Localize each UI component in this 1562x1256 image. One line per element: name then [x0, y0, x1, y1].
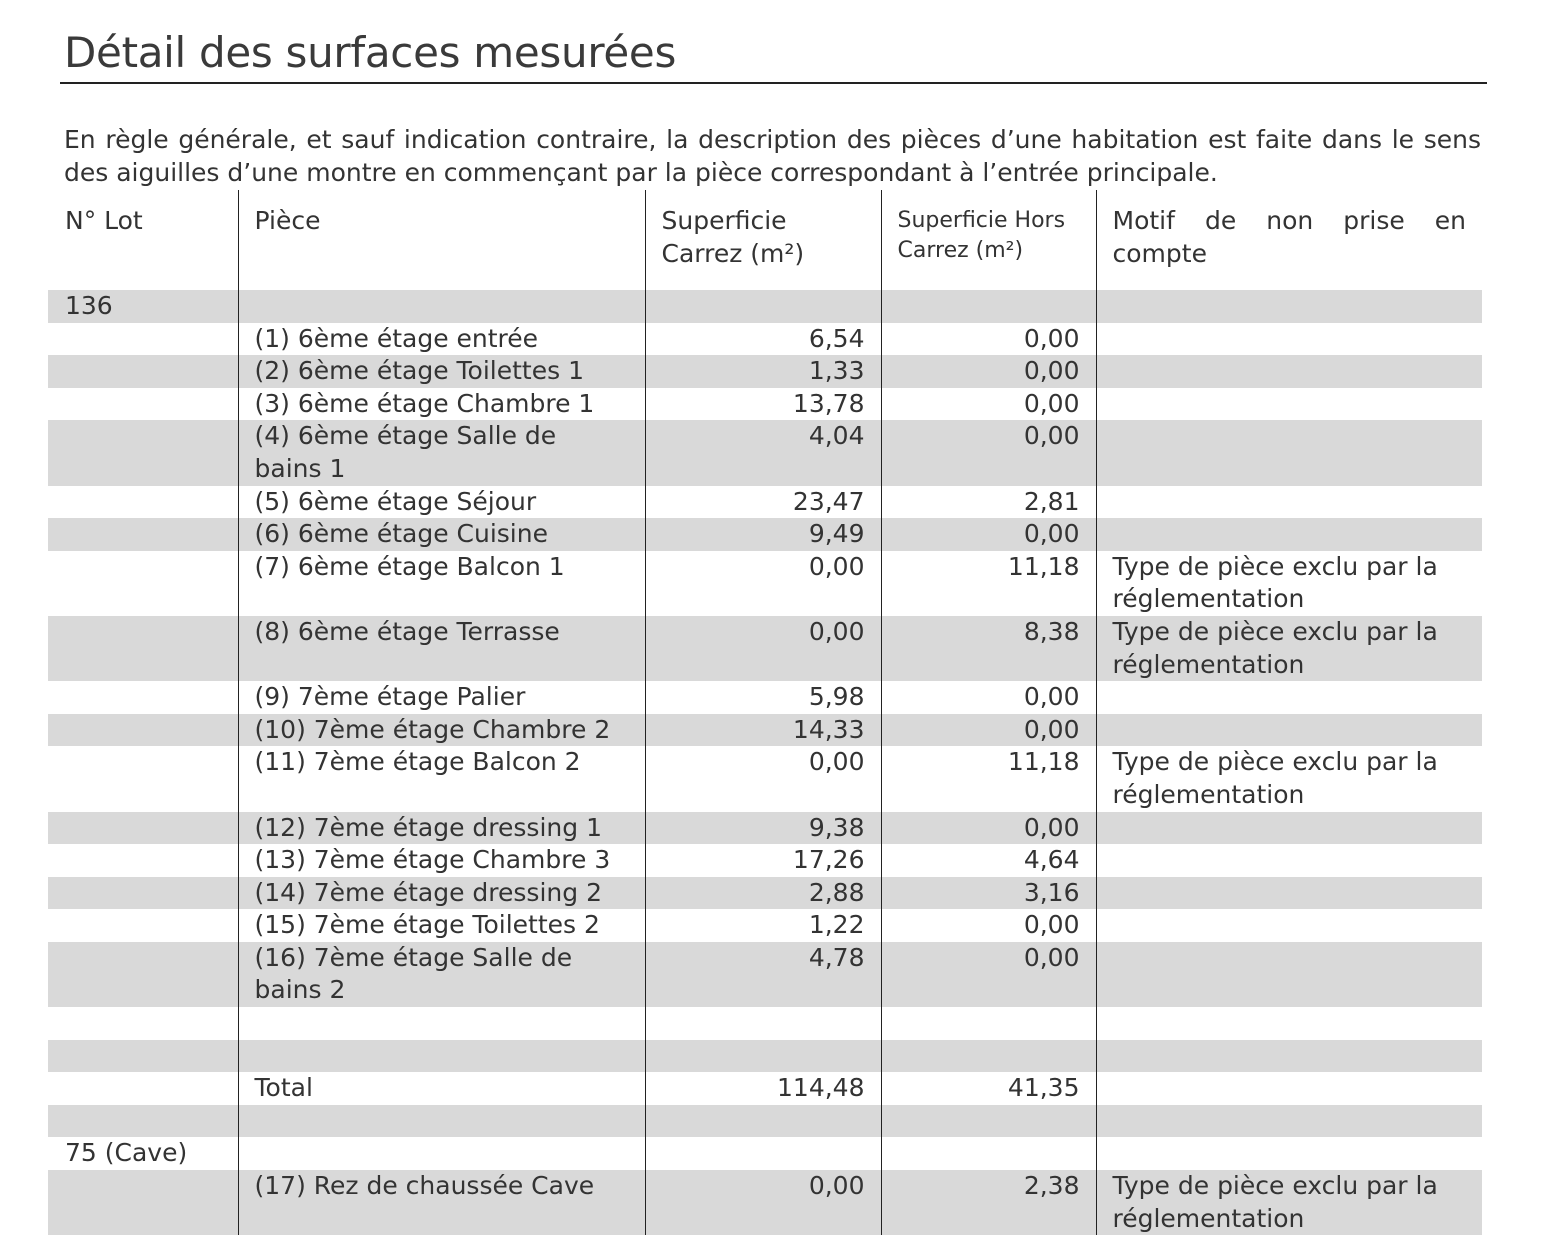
lot-cell	[48, 909, 238, 942]
piece-cell: Total	[238, 1072, 645, 1105]
motif-cell	[1096, 1105, 1482, 1138]
table-header-row	[48, 190, 1482, 290]
motif-cell	[1096, 909, 1482, 942]
header-carrez: Superficie Carrez (m²)	[645, 190, 881, 290]
table-row	[48, 323, 1482, 356]
carrez-cell: 0,00	[645, 1170, 881, 1235]
hors-carrez-cell: 2,81	[881, 486, 1096, 519]
piece-cell	[238, 290, 645, 323]
table-row	[48, 844, 1482, 877]
motif-cell	[1096, 486, 1482, 519]
table-row	[48, 486, 1482, 519]
lot-cell	[48, 681, 238, 714]
motif-cell	[1096, 518, 1482, 551]
motif-cell	[1096, 812, 1482, 845]
table-row	[48, 616, 1482, 681]
lot-cell	[48, 551, 238, 616]
hors-carrez-cell	[881, 1105, 1096, 1138]
motif-cell	[1096, 942, 1482, 1007]
header-piece: Pièce	[238, 190, 645, 290]
carrez-cell: 4,78	[645, 942, 881, 1007]
piece-cell: (7) 6ème étage Balcon 1	[238, 551, 645, 616]
carrez-cell: 1,33	[645, 355, 881, 388]
page-title: Détail des surfaces mesurées	[64, 28, 677, 77]
motif-cell: Type de pièce exclu par la réglementation	[1096, 616, 1482, 681]
table-row	[48, 877, 1482, 910]
carrez-cell: 23,47	[645, 486, 881, 519]
table-row	[48, 746, 1482, 811]
table-row	[48, 1170, 1482, 1235]
motif-cell	[1096, 323, 1482, 356]
lot-cell	[48, 1105, 238, 1138]
piece-cell: (5) 6ème étage Séjour	[238, 486, 645, 519]
hors-carrez-cell: 0,00	[881, 942, 1096, 1007]
lot-cell: 136	[48, 290, 238, 323]
piece-cell: (10) 7ème étage Chambre 2	[238, 714, 645, 747]
lot-cell	[48, 1040, 238, 1073]
motif-cell: Type de pièce exclu par la réglementation	[1096, 746, 1482, 811]
table-row	[48, 420, 1482, 485]
motif-cell	[1096, 388, 1482, 421]
lot-cell	[48, 616, 238, 681]
hors-carrez-cell	[881, 1040, 1096, 1073]
carrez-cell: 114,48	[645, 1072, 881, 1105]
piece-cell: (17) Rez de chaussée Cave	[238, 1170, 645, 1235]
lot-cell	[48, 323, 238, 356]
piece-cell: (16) 7ème étage Salle de bains 2	[238, 942, 645, 1007]
table-body	[48, 290, 1482, 1235]
title-divider	[60, 82, 1487, 84]
motif-cell	[1096, 681, 1482, 714]
hors-carrez-cell: 0,00	[881, 323, 1096, 356]
total-row	[48, 1072, 1482, 1105]
carrez-cell: 2,88	[645, 877, 881, 910]
lot-cell	[48, 1072, 238, 1105]
piece-cell: (1) 6ème étage entrée	[238, 323, 645, 356]
lot-cell	[48, 1170, 238, 1235]
spacer-row	[48, 1007, 1482, 1040]
piece-cell: (11) 7ème étage Balcon 2	[238, 746, 645, 811]
lot-cell	[48, 877, 238, 910]
lot-cell	[48, 844, 238, 877]
carrez-cell	[645, 290, 881, 323]
hors-carrez-cell: 0,00	[881, 714, 1096, 747]
surfaces-table	[48, 190, 1482, 1235]
carrez-cell: 4,04	[645, 420, 881, 485]
carrez-cell	[645, 1105, 881, 1138]
hors-carrez-cell: 0,00	[881, 355, 1096, 388]
hors-carrez-cell: 0,00	[881, 812, 1096, 845]
carrez-cell: 9,49	[645, 518, 881, 551]
hors-carrez-cell: 2,38	[881, 1170, 1096, 1235]
carrez-cell: 14,33	[645, 714, 881, 747]
carrez-cell: 0,00	[645, 616, 881, 681]
motif-cell	[1096, 844, 1482, 877]
lot-cell	[48, 518, 238, 551]
lot-cell	[48, 746, 238, 811]
hors-carrez-cell: 0,00	[881, 388, 1096, 421]
piece-cell: (14) 7ème étage dressing 2	[238, 877, 645, 910]
piece-cell: (8) 6ème étage Terrasse	[238, 616, 645, 681]
table-row	[48, 714, 1482, 747]
header-lot: N° Lot	[65, 206, 143, 235]
hors-carrez-cell: 11,18	[881, 746, 1096, 811]
piece-cell: (13) 7ème étage Chambre 3	[238, 844, 645, 877]
carrez-cell: 0,00	[645, 746, 881, 811]
lot-cell	[48, 355, 238, 388]
motif-cell: Type de pièce exclu par la réglementation	[1096, 551, 1482, 616]
lot-cell	[48, 1007, 238, 1040]
hors-carrez-cell: 11,18	[881, 551, 1096, 616]
table-row	[48, 551, 1482, 616]
lot-cell: 75 (Cave)	[65, 1138, 188, 1168]
motif-cell	[1096, 420, 1482, 485]
carrez-cell: 9,38	[645, 812, 881, 845]
carrez-cell: 1,22	[645, 909, 881, 942]
lot-cell	[48, 486, 238, 519]
table-row	[48, 812, 1482, 845]
piece-cell	[238, 1040, 645, 1073]
motif-cell	[1096, 714, 1482, 747]
motif-cell	[1096, 355, 1482, 388]
hors-carrez-cell	[881, 1137, 1096, 1170]
spacer-row	[48, 1105, 1482, 1138]
piece-cell	[238, 1105, 645, 1138]
hors-carrez-cell: 8,38	[881, 616, 1096, 681]
motif-cell	[1096, 290, 1482, 323]
hors-carrez-cell: 0,00	[881, 518, 1096, 551]
motif-cell	[1096, 877, 1482, 910]
piece-cell: (2) 6ème étage Toilettes 1	[238, 355, 645, 388]
carrez-cell	[645, 1007, 881, 1040]
lot-row	[48, 290, 1482, 323]
carrez-cell	[645, 1040, 881, 1073]
piece-cell: (9) 7ème étage Palier	[238, 681, 645, 714]
piece-cell: (6) 6ème étage Cuisine	[238, 518, 645, 551]
header-motif: Motif de non prise en compte	[1096, 190, 1482, 290]
piece-cell	[238, 1007, 645, 1040]
table-row	[48, 942, 1482, 1007]
lot-row	[48, 1137, 1482, 1170]
carrez-cell: 13,78	[645, 388, 881, 421]
piece-cell: (15) 7ème étage Toilettes 2	[238, 909, 645, 942]
intro-paragraph: En règle générale, et sauf indication contraire, la description des pièces d’une habitation est faite dans le sens des aiguilles d’une montre en commençant par la pièce correspondant à l’entrée principale.	[64, 125, 1481, 187]
carrez-cell: 5,98	[645, 681, 881, 714]
table-row	[48, 518, 1482, 551]
piece-cell: (12) 7ème étage dressing 1	[238, 812, 645, 845]
header-hors-carrez: Superficie Hors Carrez (m²)	[881, 190, 1096, 290]
piece-cell: (4) 6ème étage Salle de bains 1	[238, 420, 645, 485]
hors-carrez-cell	[881, 290, 1096, 323]
hors-carrez-cell: 3,16	[881, 877, 1096, 910]
carrez-cell: 17,26	[645, 844, 881, 877]
lot-cell	[48, 420, 238, 485]
table-row	[48, 909, 1482, 942]
hors-carrez-cell: 4,64	[881, 844, 1096, 877]
motif-cell	[1096, 1040, 1482, 1073]
spacer-row	[48, 1040, 1482, 1073]
hors-carrez-cell: 0,00	[881, 420, 1096, 485]
piece-cell	[238, 1137, 645, 1170]
table-row	[48, 355, 1482, 388]
motif-cell	[1096, 1072, 1482, 1105]
carrez-cell: 6,54	[645, 323, 881, 356]
motif-cell	[1096, 1137, 1482, 1170]
piece-cell: (3) 6ème étage Chambre 1	[238, 388, 645, 421]
lot-cell	[48, 812, 238, 845]
table-row	[48, 681, 1482, 714]
motif-cell	[1096, 1007, 1482, 1040]
hors-carrez-cell: 0,00	[881, 681, 1096, 714]
lot-cell	[48, 714, 238, 747]
hors-carrez-cell: 41,35	[881, 1072, 1096, 1105]
motif-cell: Type de pièce exclu par la réglementation	[1096, 1170, 1482, 1235]
carrez-cell: 0,00	[645, 551, 881, 616]
carrez-cell	[645, 1137, 881, 1170]
hors-carrez-cell: 0,00	[881, 909, 1096, 942]
lot-cell	[48, 388, 238, 421]
hors-carrez-cell	[881, 1007, 1096, 1040]
lot-cell	[48, 942, 238, 1007]
table-row	[48, 388, 1482, 421]
